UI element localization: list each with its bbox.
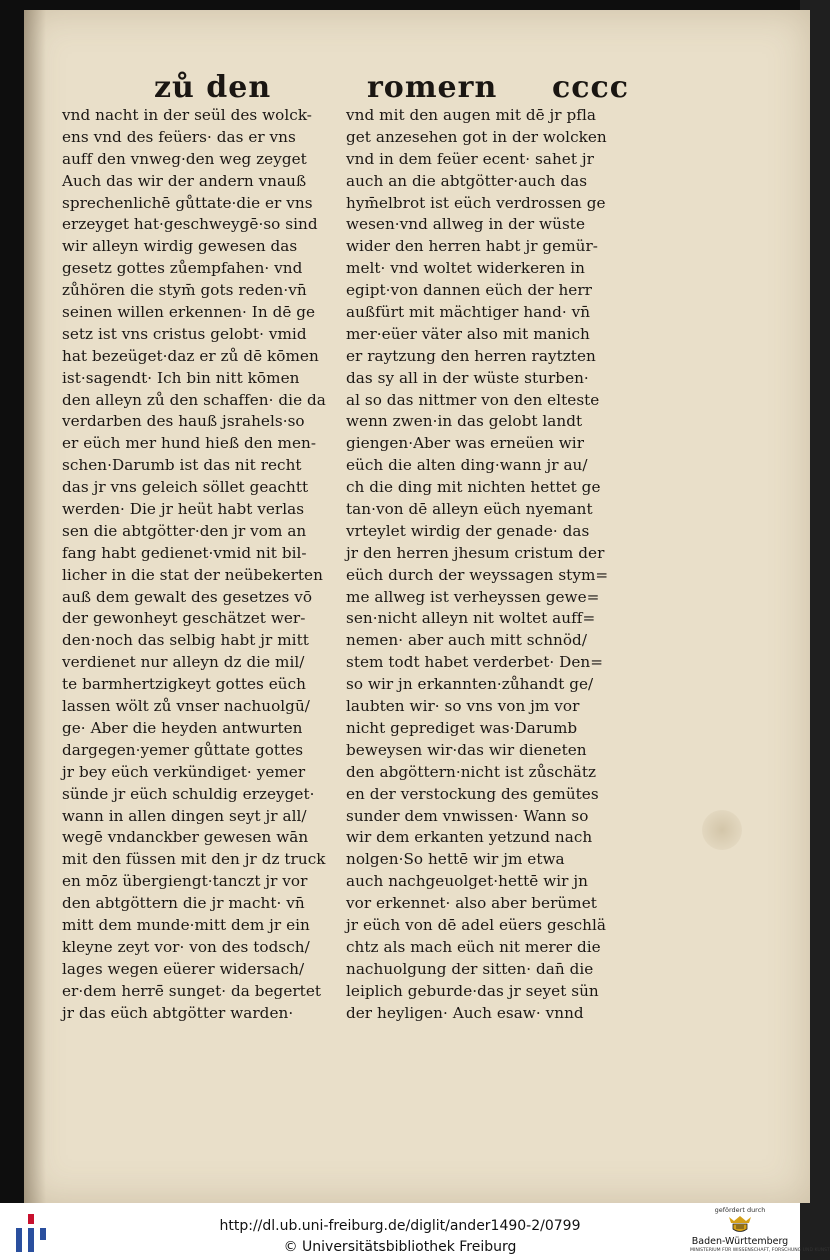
text-line: kleyne zeyt vor· von des todsch/: [62, 937, 310, 956]
text-line: hat bezeüget·daz er zů dē kōmen: [62, 346, 319, 365]
text-line: schen·Darumb ist das nit recht: [62, 456, 302, 475]
text-line: der heyligen· Auch esaw· vnnd: [346, 1003, 584, 1022]
text-line: seinen willen erkennen· In dē ge: [62, 303, 316, 322]
text-column-left: [62, 105, 334, 1024]
text-line: wir alleyn wirdig gewesen das: [62, 237, 298, 256]
text-line: wesen·vnd allweg in der wüste: [346, 215, 585, 234]
text-line: wenn zwen·in das gelobt landt: [346, 412, 583, 431]
text-line: nemen· aber auch mitt schnöd/: [346, 631, 587, 650]
running-head-center: romern: [367, 70, 498, 105]
text-line: mer·eüer väter also mit manich: [346, 324, 590, 343]
text-line: auch an die abtgötter·auch das: [346, 171, 588, 190]
text-line: te barmhertzigkeyt gottes eüch: [62, 675, 307, 694]
text-line: vor erkennet· also aber berümet: [346, 894, 597, 913]
text-line: me allweg ist verheyssen gewe=: [346, 587, 600, 606]
text-line: beweysen wir·das wir dieneten: [346, 740, 587, 759]
text-line: get anzesehen got in der wolcken: [346, 127, 607, 146]
text-line: fang habt gedienet·vmid nit bil-: [62, 543, 307, 562]
text-line: den abtgöttern die jr macht· vn̄: [62, 894, 305, 913]
text-line: der gewonheyt geschätzet wer-: [62, 609, 306, 628]
text-line: mit den füssen mit den jr dz truck: [62, 850, 326, 869]
text-line: auß dem gewalt des gesetzes vō: [62, 587, 313, 606]
text-line: vnd nacht in der seül des wolck-: [62, 106, 312, 124]
text-line: licher in die stat der neübekerten: [62, 565, 323, 584]
text-line: dargegen·yemer gůttate gottes: [62, 740, 304, 759]
text-line: Auch das wir der andern vnauß: [62, 171, 307, 190]
text-line: vnd in dem feüer ecent· sahet jr: [346, 149, 594, 168]
text-line: wegē vndanckber gewesen wān: [62, 828, 309, 847]
text-line: nachuolgung der sitten· dan̄ die: [346, 959, 594, 978]
text-line: das sy all in der wüste sturben·: [346, 368, 589, 387]
text-line: sunder dem vnwissen· Wann so: [346, 806, 589, 825]
text-line: al so das nittmer von den elteste: [346, 390, 600, 409]
text-line: nicht geprediget was·Darumb: [346, 718, 578, 737]
text-line: den abgöttern·nicht ist zůschätz: [346, 762, 597, 781]
text-line: sen die abtgötter·den jr vom an: [62, 521, 307, 540]
text-line: melt· vnd woltet widerkeren in: [346, 259, 585, 278]
text-line: das jr vns geleich söllet geachtt: [62, 478, 309, 497]
text-line: ist·sagendt· Ich bin nitt kōmen: [62, 368, 300, 387]
text-line: den alleyn zů den schaffen· die da: [62, 390, 326, 409]
copyright-notice: © Universitätsbibliothek Freiburg: [283, 1239, 517, 1255]
text-line: ens vnd des feüers· das er vns: [62, 127, 296, 146]
text-line: sen·nicht alleyn nit woltet auff=: [346, 609, 596, 628]
text-line: zůhören die stym̄ gots reden·vn̄: [62, 281, 307, 300]
text-line: nolgen·So hettē wir jm etwa: [346, 850, 565, 869]
text-line: leiplich geburde·das jr seyet sün: [346, 981, 599, 1000]
text-line: hym̄elbrot ist eüch verdrossen ge: [346, 193, 606, 212]
book-page: [24, 10, 810, 1203]
text-column-right: [346, 105, 620, 1024]
sponsor-label: gefördert durch: [714, 1206, 766, 1214]
sponsor-subtitle: MINISTERIUM FÜR WISSENSCHAFT, FORSCHUNG UND KUNST: [690, 1248, 830, 1253]
text-line: wider den herren habt jr gemür-: [346, 237, 598, 256]
text-line: mitt dem munde·mitt dem jr ein: [62, 915, 310, 934]
text-line: verdienet nur alleyn dz die mil/: [62, 653, 305, 672]
text-line: giengen·Aber was erneüen wir: [346, 434, 585, 453]
text-line: egipt·von dannen eüch der herr: [346, 281, 592, 300]
text-line: sprechenlichē gůttate·die er vns: [62, 193, 313, 212]
text-line: er·dem herrē̄ sunget· da begertet: [62, 981, 322, 1000]
text-line: wann in allen dingen seyt jr all/: [62, 806, 307, 825]
text-line: en der verstockung des gemütes: [346, 784, 599, 803]
viewer-footer: [0, 1203, 830, 1260]
text-line: ge· Aber die heyden antwurten: [62, 718, 303, 737]
text-line: ch die ding mit nichten hettet ge: [346, 478, 601, 497]
text-line: vrteylet wirdig der genade· das: [346, 521, 590, 540]
text-line: sünde jr eüch schuldig erzeyget·: [62, 784, 315, 803]
baden-wuerttemberg-crest-icon: [725, 1215, 755, 1235]
text-line: so wir jn erkannten·zůhandt ge/: [346, 675, 594, 694]
text-line: jr den herren jhesum cristum der: [346, 543, 605, 562]
text-line: jr das eüch abtgötter warden·: [62, 1003, 294, 1022]
text-line: vnd mit den augen mit dē jr pfla: [346, 106, 596, 124]
text-line: auch nachgeuolget·hettē wir jn: [346, 872, 588, 891]
text-line: stem todt habet verderbet· Den=: [346, 653, 603, 672]
text-line: jr eüch von dē adel eüers geschlä: [346, 915, 606, 934]
text-line: jr bey eüch verkündiget· yemer: [62, 762, 306, 781]
text-line: eüch die alten ding·wann jr au/: [346, 456, 588, 475]
text-line: en mōz übergiengt·tanczt jr vor: [62, 872, 308, 891]
text-line: den·noch das selbig habt jr mitt: [62, 631, 309, 650]
text-line: laubten wir· so vns von jm vor: [346, 697, 580, 716]
text-line: setz ist vns cristus gelobt· vmid: [62, 324, 307, 343]
text-line: er raytzung den herren raytzten: [346, 346, 596, 365]
paper-stain: [702, 810, 742, 850]
text-line: er eüch mer hund hieß den men-: [62, 434, 317, 453]
text-line: lages wegen eüerer widersach/: [62, 959, 305, 978]
sponsor-block: [690, 1205, 830, 1259]
text-line: verdarben des hauß jsrahels·so: [62, 412, 305, 431]
text-line: eüch durch der weyssagen stym=: [346, 565, 609, 584]
text-line: chtz als mach eüch nit merer die: [346, 937, 601, 956]
text-line: tan·von dē alleyn eüch nyemant: [346, 500, 593, 519]
text-line: außfürt mit mächtiger hand· vn̄: [346, 303, 591, 322]
sponsor-name: Baden-Württemberg: [691, 1236, 789, 1247]
text-line: lassen wölt zů vnser nachuolgū/: [62, 697, 310, 716]
text-line: gesetz gottes zůempfahen· vnd: [62, 259, 303, 278]
text-line: wir dem erkanten yetzund nach: [346, 828, 593, 847]
text-line: auff den vnweg·den weg zeyget: [62, 149, 307, 168]
text-line: werden· Die jr heüt habt verlas: [62, 500, 305, 519]
folio-number: cccc: [552, 70, 630, 105]
running-head-left: zů den: [154, 70, 272, 105]
permalink-url[interactable]: http://dl.ub.uni-freiburg.de/diglit/ander1490-2/0799: [219, 1218, 581, 1234]
text-line: erzeyget hat·geschweygē·so sind: [62, 215, 318, 234]
